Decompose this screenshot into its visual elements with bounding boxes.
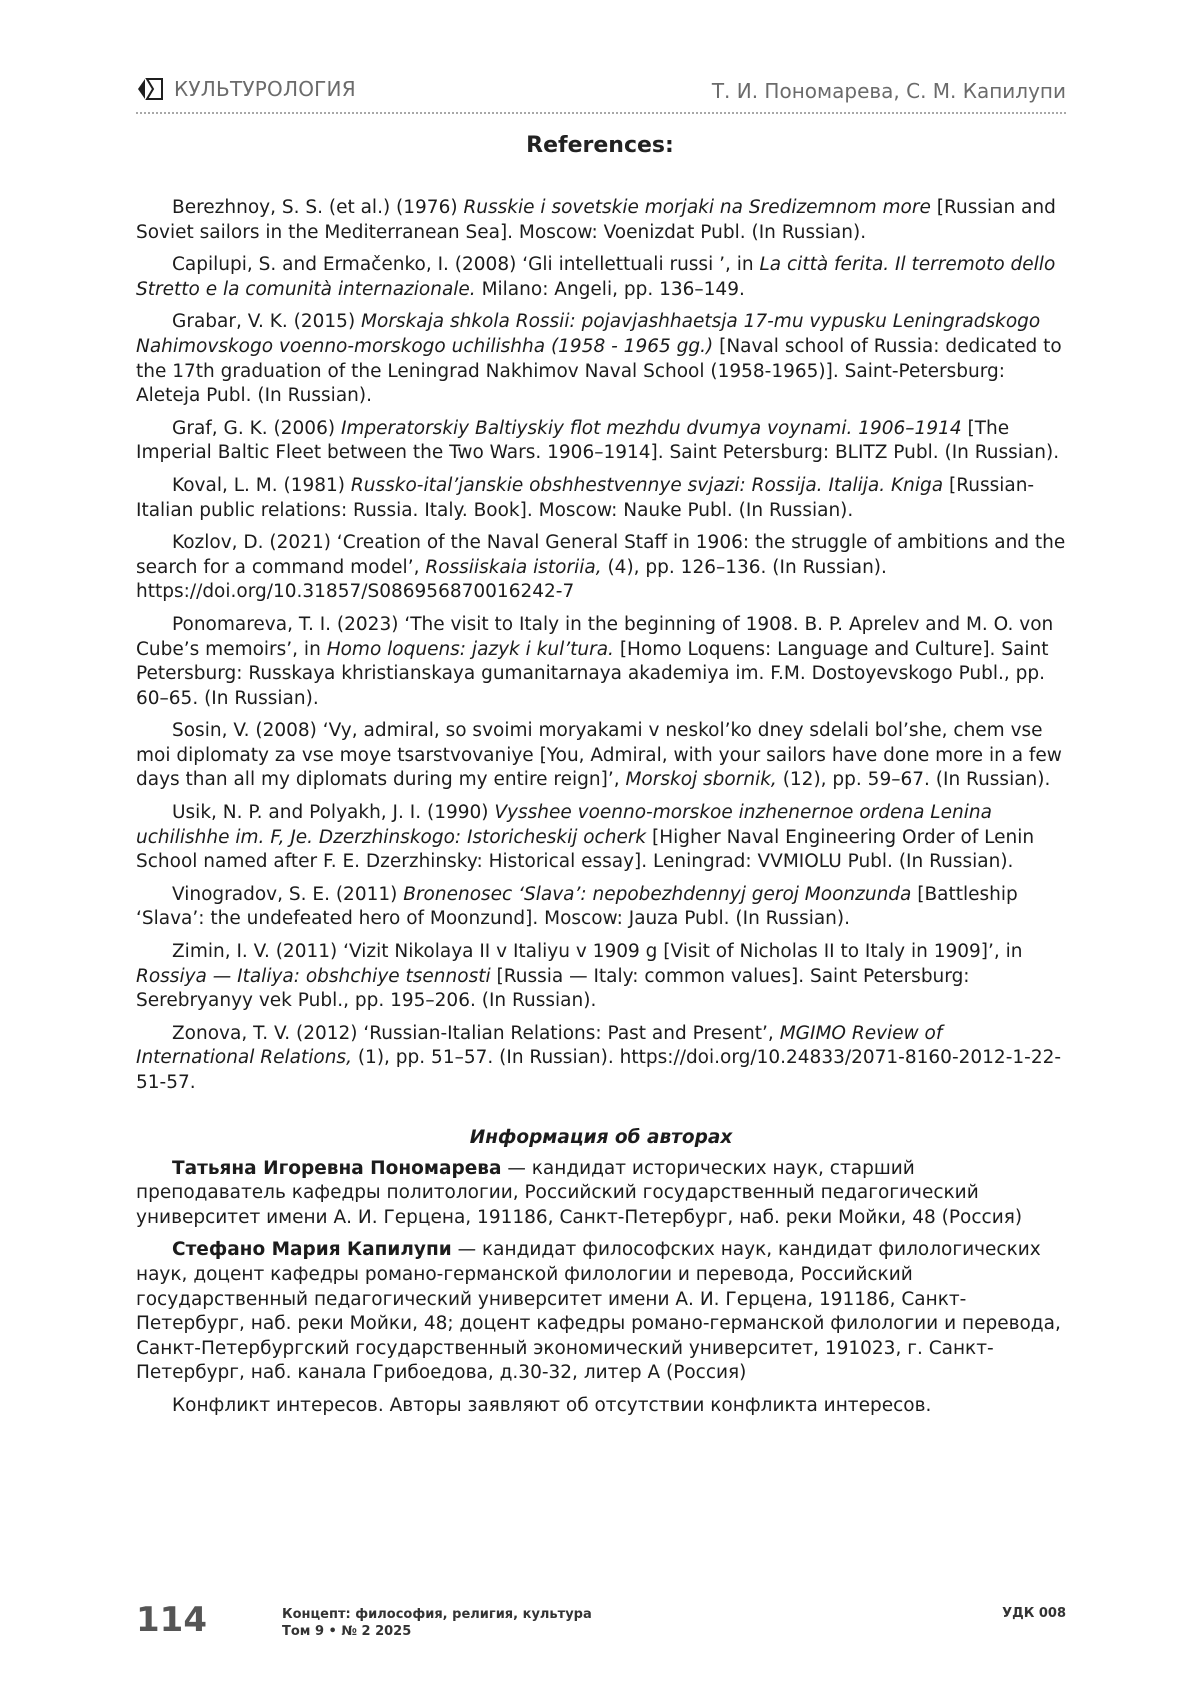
conflict-of-interest: Конфликт интересов. Авторы заявляют об отсутствии конфликта интересов. — [172, 1394, 932, 1416]
reference-item: Ponomareva, T. I. (2023) ‘The visit to Italy in the beginning of 1908. B. P. Aprelev and M. O. von Cube’s memoirs’, in Homo loquens: jazyk i kul’tura. [Homo Loquens: Language and Culture]. Saint Petersburg: Russkaya khristianskaya gumanitarnaya akademiya im. F.M. Dostoyevskogo Publ., pp. 60–65. (In Russian). — [136, 613, 1054, 709]
reference-item: Capilupi, S. and Ermačenko, I. (2008) ‘Gli intellettuali russi ’, in La città ferita. Il terremoto dello Stretto e la comunità internazionale. Milano: Angeli, pp. 136–149. — [136, 254, 1056, 300]
reference-item: Zimin, I. V. (2011) ‘Vizit Nikolaya II v Italiyu v 1909 g [Visit of Nicholas II to Italy in 1909]’, in Rossiya — Italiya: obshchiye tsennosti [Russia — Italy: common values]. Saint Petersburg: Serebryanyy vek Publ., pp. 195–206. (In Russian). — [136, 941, 1023, 1012]
reference-item: Zonova, T. V. (2012) ‘Russian-Italian Relations: Past and Present’, MGIMO Review of International Relations, (1), pp. 51–57. (In Russian). https://doi.org/10.24833/2071-8160-2012-1-22-51-57. — [136, 1022, 1062, 1093]
authors-info — [136, 1126, 1066, 1419]
references-title: References: — [526, 133, 674, 158]
journal-logo-icon — [136, 76, 164, 102]
reference-item: Vinogradov, S. E. (2011) Bronenosec ‘Slava’: nepobezhdennyj geroj Moonzunda [Battleship ‘Slava’: the undefeated hero of Moonzund]. Moscow: Jauza Publ. (In Russian). — [136, 883, 1018, 930]
reference-item: Koval, L. M. (1981) Russko-ital’janskie obshhestvennye svjazi: Rossija. Italija. Kniga [Russian-Italian public relations: Russia. Italy. Book]. Moscow: Nauke Publ. (In Russian). — [136, 474, 1035, 521]
author-name: Татьяна Игоревна Пономарева — [172, 1157, 502, 1179]
author-entry: Стефано Мария Капилупи — кандидат философских наук, кандидат филологических наук, доцент кафедры романо-германской филологии и перевода, Российский государственный педагогический университет имени А. И. Герцена, 191186, Санкт-Петербург, наб. реки Мойки, 48; доцент кафедры романо-германской филологии и перевода, Санкт-Петербургский государственный экономический университет, 191023, г. Санкт-Петербург, наб. канала Грибоедова, д.30-32, литер А (Россия) — [136, 1239, 1061, 1384]
page-footer — [136, 1600, 1066, 1650]
udk-code: УДК 008 — [1002, 1606, 1066, 1621]
reference-item: Kozlov, D. (2021) ‘Creation of the Naval General Staff in 1906: the struggle of ambitions and the search for a command model’, Rossiiskaia istoriia, (4), pp. 126–136. (In Russian). https://doi.org/10.31857/S086956870016242-7 — [136, 532, 1066, 603]
reference-item: Grabar, V. K. (2015) Morskaja shkola Rossii: pojavjashhaetsja 17-mu vypusku Leningradskogo Nahimovskogo voenno-morskogo uchilishha (1958 - 1965 gg.) [Naval school of Russia: dedicated to the 17th graduation of the Leningrad Nakhimov Naval School (1958-1965)]. Saint-Petersburg: Aleteja Publ. (In Russian). — [136, 311, 1062, 407]
author-name: Стефано Мария Капилупи — [172, 1239, 452, 1261]
section-name: КУЛЬТУРОЛОГИЯ — [174, 77, 356, 101]
reference-item: Usik, N. P. and Polyakh, J. I. (1990) Vysshee voenno-morskoe inzhenernoe ordena Lenina uchilishhe im. F, Je. Dzerzhinskogo: Istoricheskij ocherk [Higher Naval Engineering Order of Lenin School named after F. E. Dzerzhinsky: Historical essay]. Leningrad: VVMIOLU Publ. (In Russian). — [136, 802, 1035, 873]
header-section — [136, 76, 356, 102]
authors-info-title: Информация об авторах — [469, 1127, 733, 1148]
reference-item: Graf, G. K. (2006) Imperatorskiy Baltiyskiy flot mezhdu dvumya voynami. 1906–1914 [The Imperial Baltic Fleet between the Two Wars. 1906–1914]. Saint Petersburg: BLITZ Publ. (In Russian). — [136, 417, 1060, 464]
reference-item: Sosin, V. (2008) ‘Vy, admiral, so svoimi moryakami v neskol’ko dney sdelali bol’she, chem vse moi diplomaty za vse moye tsarstvovaniye [You, Admiral, with your sailors have done more in a few days than all my diplomats during my entire reign]’, Morskoj sbornik, (12), pp. 59–67. (In Russian). — [136, 720, 1062, 791]
header-authors: Т. И. Пономарева, С. М. Капилупи — [711, 79, 1066, 103]
journal-info: Концепт: философия, религия, культура Том 9 • № 2 2025 — [282, 1607, 592, 1639]
author-entry: Татьяна Игоревна Пономарева — кандидат исторических наук, старший преподаватель кафедры политологии, Российский государственный педагогический университет имени А. И. Герцена, 191186, Санкт-Петербург, наб. реки Мойки, 48 (Россия) — [136, 1157, 1023, 1228]
reference-item: Berezhnoy, S. S. (et al.) (1976) Russkie i sovetskie morjaki na Sredizemnom more [Russian and Soviet sailors in the Mediterranean Sea]. Moscow: Voenizdat Publ. (In Russian). — [136, 197, 1056, 243]
page-number: 114 — [136, 1600, 207, 1640]
header-divider — [136, 112, 1066, 114]
page-header — [136, 70, 1066, 114]
references-list — [136, 196, 1066, 1104]
